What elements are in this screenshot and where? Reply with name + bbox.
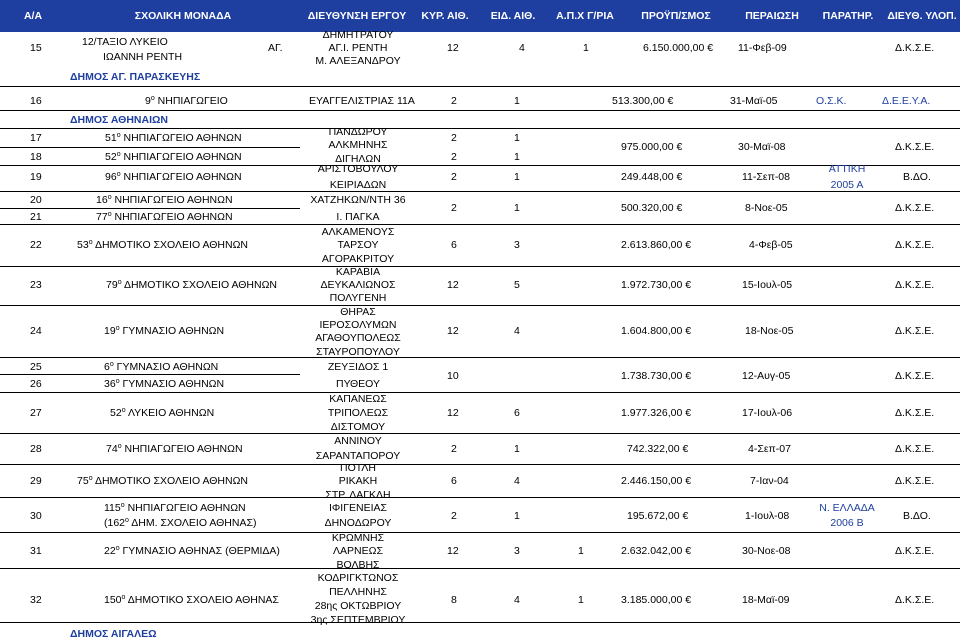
completion-date: 11-Φεβ-09 xyxy=(738,42,787,54)
euro-icon: € xyxy=(667,95,674,107)
sports-hall: 1 xyxy=(583,42,589,54)
municipality-heading: ΔΗΜΟΣ ΑΓ. ΠΑΡΑΣΚΕΥΗΣ xyxy=(70,71,201,83)
address: ΑΓΑΘΟΥΠΟΛΕΩΣ xyxy=(315,332,401,344)
budget: 2.446.150,00 € xyxy=(621,475,692,487)
address: ΖΕΥΞΙΔΟΣ 1 xyxy=(327,361,389,373)
direction: Δ.Κ.Σ.Ε. xyxy=(895,370,935,382)
address: ΚΑΠΑΝΕΩΣ xyxy=(329,393,387,405)
special-rooms: 1 xyxy=(514,132,520,144)
address: Μ. ΑΛΕΞΑΝΔΡΟΥ xyxy=(315,55,401,67)
col-completion: ΠΕΡΑΙΩΣΗ xyxy=(745,10,799,22)
row-divider xyxy=(0,266,960,267)
address: ΙΕΡΟΣΟΛΥΜΩΝ xyxy=(319,319,397,331)
regular-rooms: 2 xyxy=(451,171,457,183)
special-rooms: 1 xyxy=(514,202,520,214)
notes: 2005 Α xyxy=(830,179,864,191)
euro-icon: € xyxy=(685,475,692,487)
euro-icon: € xyxy=(685,239,692,251)
regular-rooms: 12 xyxy=(447,407,459,419)
address: ΣΤΑΥΡΟΠΟΥΛΟΥ xyxy=(316,346,400,358)
school-name: $9^o$ ΝΗΠΙΑΓΩΓΕΙΟ xyxy=(145,95,228,107)
regular-rooms: 2 xyxy=(451,95,457,107)
completion-date: 8-Νοε-05 xyxy=(745,202,788,214)
address: ΣΑΡΑΝΤΑΠΟΡΟΥ xyxy=(315,450,401,462)
budget: 2.632.042,00 € xyxy=(621,545,692,557)
address: ΚΑΡΑΒΙΑ xyxy=(335,266,381,278)
school-name: $53^o$ ΔΗΜΟΤΙΚΟ ΣΧΟΛΕΙΟ ΑΘΗΝΩΝ xyxy=(77,239,249,251)
col-budget: ΠΡΟΫΠ/ΣΜΟΣ xyxy=(641,10,711,22)
address: ΛΑΡΝΕΩΣ xyxy=(333,545,383,557)
completion-date: 30-Νοε-08 xyxy=(742,545,791,557)
sports-hall: 1 xyxy=(578,545,584,557)
special-rooms: 1 xyxy=(514,95,520,107)
euro-icon: € xyxy=(682,443,689,455)
direction: Δ.Κ.Σ.Ε. xyxy=(895,443,935,455)
direction: Β.ΔΟ. xyxy=(903,171,931,183)
address: ΠΟΛΥΓΕΝΗ xyxy=(329,292,387,304)
address: ΚΕΙΡΙΑΔΩΝ xyxy=(329,179,387,191)
school-name: $150^o$ ΔΗΜΟΤΙΚΟ ΣΧΟΛΕΙΟ ΑΘΗΝΑΣ xyxy=(104,594,279,606)
budget: 1.738.730,00 € xyxy=(621,370,692,382)
school-name: 12/ΤΑΞΙΟ ΛΥΚΕΙΟ xyxy=(82,36,168,48)
direction: Δ.Κ.Σ.Ε. xyxy=(895,202,935,214)
school-name: $52^o$ ΝΗΠΙΑΓΩΓΕΙΟ ΑΘΗΝΩΝ xyxy=(105,151,242,163)
address: ΔΙΣΤΟΜΟΥ xyxy=(330,421,386,433)
address: ΤΑΡΣΟΥ xyxy=(337,239,379,251)
row-divider xyxy=(0,86,960,87)
row-divider xyxy=(0,208,300,209)
regular-rooms: 12 xyxy=(447,42,459,54)
row-divider xyxy=(0,497,960,498)
euro-icon: € xyxy=(682,510,689,522)
row-divider xyxy=(0,357,960,358)
row-divider xyxy=(0,532,960,533)
municipality-heading: ΔΗΜΟΣ ΑΘΗΝΑΙΩΝ xyxy=(70,114,169,126)
row-number: 18 xyxy=(30,151,42,163)
address: ΙΦΙΓΕΝΕΙΑΣ xyxy=(329,502,387,514)
euro-icon: € xyxy=(685,325,692,337)
school-name: $51^o$ ΝΗΠΙΑΓΩΓΕΙΟ ΑΘΗΝΩΝ xyxy=(105,132,242,144)
regular-rooms: 2 xyxy=(451,202,457,214)
address: ΠΟΤΛΗ xyxy=(340,462,376,474)
address: 3ης ΣΕΠΤΕΜΒΡΙΟΥ xyxy=(310,614,406,626)
address: ΑΡΙΣΤΟΒΟΥΛΟΥ xyxy=(317,163,399,175)
row-number: 28 xyxy=(30,443,42,455)
row-divider xyxy=(0,128,960,129)
municipality-heading: ΔΗΜΟΣ ΑΙΓΑΛΕΩ xyxy=(70,628,157,640)
special-rooms: 3 xyxy=(514,545,520,557)
address: ΕΥΑΓΓΕΛΙΣΤΡΙΑΣ 11Α xyxy=(309,95,415,107)
school-name: $79^o$ ΔΗΜΟΤΙΚΟ ΣΧΟΛΕΙΟ ΑΘΗΝΩΝ xyxy=(106,279,278,291)
regular-rooms: 2 xyxy=(451,510,457,522)
completion-date: 12-Αυγ-05 xyxy=(742,370,791,382)
row-number: 29 xyxy=(30,475,42,487)
special-rooms: 6 xyxy=(514,407,520,419)
regular-rooms: 6 xyxy=(451,239,457,251)
col-notes: ΠΑΡΑΤΗΡ. xyxy=(822,10,874,22)
school-name: $52^o$ ΛΥΚΕΙΟ ΑΘΗΝΩΝ xyxy=(110,407,215,419)
special-rooms: 3 xyxy=(514,239,520,251)
direction: Δ.Κ.Σ.Ε. xyxy=(895,475,935,487)
euro-icon: € xyxy=(685,370,692,382)
row-number: 31 xyxy=(30,545,42,557)
completion-date: 4-Φεβ-05 xyxy=(749,239,793,251)
direction: Δ.Κ.Σ.Ε. xyxy=(895,594,935,606)
school-name: $22^o$ ΓΥΜΝΑΣΙΟ ΑΘΗΝΑΣ (ΘΕΡΜΙΔΑ) xyxy=(104,545,280,557)
special-rooms: 1 xyxy=(514,151,520,163)
col-direction: ΔΙΕΥΘ. ΥΛΟΠ. xyxy=(887,10,957,22)
school-name: $74^o$ ΝΗΠΙΑΓΩΓΕΙΟ ΑΘΗΝΩΝ xyxy=(106,443,243,455)
special-rooms: 4 xyxy=(514,594,520,606)
budget: 975.000,00 € xyxy=(621,141,683,153)
address: ΡΙΚΑΚΗ xyxy=(338,475,378,487)
school-name: $16^o$ ΝΗΠΙΑΓΩΓΕΙΟ ΑΘΗΝΩΝ xyxy=(96,194,233,206)
direction: Δ.Κ.Σ.Ε. xyxy=(895,407,935,419)
budget: 195.672,00 € xyxy=(627,510,689,522)
special-rooms: 5 xyxy=(514,279,520,291)
col-apx: Α.Π.Χ Γ/ΡΙΑ xyxy=(556,10,614,22)
col-aa: Α/Α xyxy=(23,10,43,22)
row-number: 32 xyxy=(30,594,42,606)
address: ΠΥΘΕΟΥ xyxy=(336,378,380,390)
row-divider xyxy=(0,392,960,393)
address: ΔΙΓΗΛΩΝ xyxy=(335,153,381,165)
row-divider xyxy=(0,305,960,306)
col-eid-aith: ΕΙΔ. ΑΙΘ. xyxy=(490,10,536,22)
euro-icon: € xyxy=(676,141,683,153)
address: ΧΑΤΖΗΚΩΝ/ΝΤΗ 36 xyxy=(310,194,406,206)
col-kyr-aith: ΚΥΡ. ΑΙΘ. xyxy=(421,10,469,22)
row-divider xyxy=(0,622,960,623)
completion-date: 11-Σεπ-08 xyxy=(742,171,790,183)
school-name: $6^o$ ΓΥΜΝΑΣΙΟ ΑΘΗΝΩΝ xyxy=(104,361,219,373)
completion-date: 17-Ιουλ-06 xyxy=(742,407,793,419)
regular-rooms: 6 xyxy=(451,475,457,487)
table-header xyxy=(0,0,960,32)
address: ΣΤΡ. ΔΑΓΚΛΗ xyxy=(325,489,391,501)
address: ΑΓΟΡΑΚΡΙΤΟΥ xyxy=(321,253,395,265)
euro-icon: € xyxy=(685,407,692,419)
address: ΤΡΙΠΟΛΕΩΣ xyxy=(327,407,389,419)
direction: Δ.Κ.Σ.Ε. xyxy=(895,545,935,557)
address: ΑΛΚΜΗΝΗΣ xyxy=(328,139,388,151)
notes: 2006 Β xyxy=(830,517,864,529)
direction: Β.ΔΟ. xyxy=(903,510,931,522)
school-name: ΙΩΑΝΝΗ ΡΕΝΤΗ xyxy=(103,51,183,63)
regular-rooms: 2 xyxy=(451,132,457,144)
budget: 1.972.730,00 € xyxy=(621,279,692,291)
row-divider xyxy=(0,374,300,375)
notes: Ν. ΕΛΛΑΔΑ xyxy=(819,502,875,514)
address: ΒΟΛΒΗΣ xyxy=(336,559,380,571)
row-number: 17 xyxy=(30,132,42,144)
completion-date: 1-Ιουλ-08 xyxy=(745,510,790,522)
address: ΠΑΝΔΩΡΟΥ xyxy=(328,126,388,138)
regular-rooms: 10 xyxy=(447,370,459,382)
school-area: ΑΓ. xyxy=(268,42,283,54)
school-name: $75^o$ ΔΗΜΟΤΙΚΟ ΣΧΟΛΕΙΟ ΑΘΗΝΩΝ xyxy=(77,475,249,487)
regular-rooms: 12 xyxy=(447,325,459,337)
school-name: $36^o$ ΓΥΜΝΑΣΙΟ ΑΘΗΝΩΝ xyxy=(104,378,225,390)
special-rooms: 4 xyxy=(519,42,525,54)
row-number: 26 xyxy=(30,378,42,390)
special-rooms: 1 xyxy=(514,171,520,183)
euro-icon: € xyxy=(685,279,692,291)
row-number: 24 xyxy=(30,325,42,337)
row-number: 30 xyxy=(30,510,42,522)
notes: ΑΤΤΙΚΗ xyxy=(828,163,866,175)
row-divider xyxy=(0,110,960,111)
row-number: 20 xyxy=(30,194,42,206)
euro-icon: € xyxy=(707,42,714,54)
completion-date: 18-Μαϊ-09 xyxy=(742,594,790,606)
completion-date: 18-Νοε-05 xyxy=(745,325,794,337)
row-number: 19 xyxy=(30,171,42,183)
regular-rooms: 2 xyxy=(451,151,457,163)
school-name: $96^o$ ΝΗΠΙΑΓΩΓΕΙΟ ΑΘΗΝΩΝ xyxy=(105,171,242,183)
budget: 1.977.326,00 € xyxy=(621,407,692,419)
address: ΔΕΥΚΑΛΙΩΝΟΣ xyxy=(320,279,396,291)
special-rooms: 1 xyxy=(514,510,520,522)
school-name: $77^o$ ΝΗΠΙΑΓΩΓΕΙΟ ΑΘΗΝΩΝ xyxy=(96,211,233,223)
address: ΚΟΔΡΙΓΚΤΩΝΟΣ xyxy=(317,572,399,584)
special-rooms: 1 xyxy=(514,443,520,455)
regular-rooms: 8 xyxy=(451,594,457,606)
budget: 513.300,00 € xyxy=(612,95,674,107)
school-name: ($162^o$ ΔΗΜ. ΣΧΟΛΕΙΟ ΑΘΗΝΑΣ) xyxy=(104,517,257,529)
direction: Δ.Κ.Σ.Ε. xyxy=(895,239,935,251)
row-divider xyxy=(0,433,960,434)
direction: Δ.Κ.Σ.Ε. xyxy=(895,42,935,54)
col-school-unit: ΣΧΟΛΙΚΗ ΜΟΝΑΔΑ xyxy=(134,10,232,22)
special-rooms: 4 xyxy=(514,475,520,487)
euro-icon: € xyxy=(676,202,683,214)
direction: Δ.Ε.Ε.Υ.Α. xyxy=(882,95,931,107)
budget: 1.604.800,00 € xyxy=(621,325,692,337)
budget: 249.448,00 € xyxy=(621,171,683,183)
row-divider xyxy=(0,165,960,166)
budget: 3.185.000,00 € xyxy=(621,594,692,606)
special-rooms: 4 xyxy=(514,325,520,337)
row-number: 22 xyxy=(30,239,42,251)
euro-icon: € xyxy=(676,171,683,183)
row-number: 27 xyxy=(30,407,42,419)
address: ΑΝΝΙΝΟΥ xyxy=(334,435,382,447)
euro-icon: € xyxy=(685,545,692,557)
direction: Δ.Κ.Σ.Ε. xyxy=(895,325,935,337)
notes: Ο.Σ.Κ. xyxy=(816,95,847,107)
completion-date: 31-Μαϊ-05 xyxy=(730,95,778,107)
address: ΔΗΜΗΤΡΑΤΟΥ xyxy=(322,29,394,41)
school-name: $19^o$ ΓΥΜΝΑΣΙΟ ΑΘΗΝΩΝ xyxy=(104,325,225,337)
school-name: $115^o$ ΝΗΠΙΑΓΩΓΕΙΟ ΑΘΗΝΩΝ xyxy=(104,502,246,514)
budget: 500.320,00 € xyxy=(621,202,683,214)
row-number: 16 xyxy=(30,95,42,107)
row-number: 21 xyxy=(30,211,42,223)
row-divider xyxy=(0,147,300,148)
direction: Δ.Κ.Σ.Ε. xyxy=(895,141,935,153)
row-divider xyxy=(0,464,960,465)
regular-rooms: 12 xyxy=(447,279,459,291)
sports-hall: 1 xyxy=(578,594,584,606)
row-number: 23 xyxy=(30,279,42,291)
regular-rooms: 2 xyxy=(451,443,457,455)
address: ΘΗΡΑΣ xyxy=(340,306,376,318)
completion-date: 7-Ιαν-04 xyxy=(750,475,789,487)
direction: Δ.Κ.Σ.Ε. xyxy=(895,279,935,291)
address: ΠΕΛΛΗΝΗΣ xyxy=(329,586,387,598)
budget: 742.322,00 € xyxy=(627,443,689,455)
row-number: 15 xyxy=(30,42,42,54)
budget: 6.150.000,00 € xyxy=(643,42,714,54)
col-project-direction: ΔΙΕΥΘΥΝΣΗ ΕΡΓΟΥ xyxy=(307,10,407,22)
row-divider xyxy=(0,191,960,192)
euro-icon: € xyxy=(685,594,692,606)
address: ΚΡΩΜΝΗΣ xyxy=(331,532,385,544)
address: Ι. ΠΑΓΚΑ xyxy=(336,211,380,223)
budget: 2.613.860,00 € xyxy=(621,239,692,251)
row-divider xyxy=(0,224,960,225)
regular-rooms: 12 xyxy=(447,545,459,557)
address: ΑΛΚΑΜΕΝΟΥΣ xyxy=(321,226,395,238)
address: 28ης ΟΚΤΩΒΡΙΟΥ xyxy=(314,600,402,612)
completion-date: 30-Μαϊ-08 xyxy=(738,141,786,153)
row-number: 25 xyxy=(30,361,42,373)
address: ΔΗΝΟΔΩΡΟΥ xyxy=(324,517,392,529)
completion-date: 15-Ιουλ-05 xyxy=(742,279,793,291)
row-divider xyxy=(0,568,960,569)
completion-date: 4-Σεπ-07 xyxy=(748,443,791,455)
address: ΑΓ.Ι. ΡΕΝΤΗ xyxy=(328,42,388,54)
